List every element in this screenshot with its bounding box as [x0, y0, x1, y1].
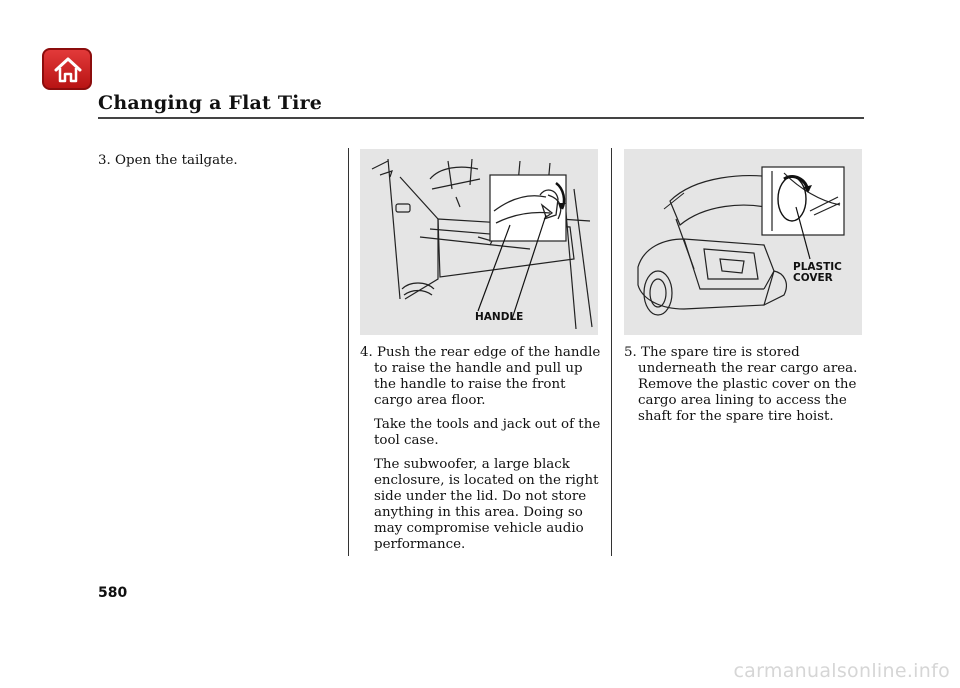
column-divider-right	[611, 148, 612, 556]
plastic-cover-figure	[624, 149, 862, 335]
plastic-cover-callout-line1: PLASTIC	[793, 261, 842, 273]
title-rule	[98, 117, 864, 119]
watermark: carmanualsonline.info	[733, 660, 950, 682]
page-number: 580	[98, 585, 128, 601]
cargo-handle-figure	[360, 149, 598, 335]
step-5-block	[624, 345, 868, 425]
step-5-text: 5. The spare tire is stored underneath the rear cargo area. Remove the plastic cover on the cargo area lining to access the shaft for the spare tire hoist.	[624, 345, 858, 424]
step-4-paragraph-2: The subwoofer, a large black enclosure, is located on the right side under the lid. Do not store anything in this area. Doing so may compromise vehicle audio performance.	[374, 457, 599, 552]
step-4-block	[360, 345, 604, 553]
handle-callout: HANDLE	[475, 311, 524, 323]
plastic-cover-callout-line2: COVER	[793, 272, 833, 284]
column-divider-left	[348, 148, 349, 556]
home-button[interactable]	[42, 48, 92, 90]
plastic-cover-callout	[793, 262, 842, 284]
vehicle-rear-illustration	[624, 149, 862, 335]
home-icon	[53, 55, 83, 85]
cargo-area-illustration	[360, 149, 598, 335]
step-4-text: 4. Push the rear edge of the handle to raise the handle and pull up the handle to raise the front cargo area floor.	[360, 345, 601, 408]
step-4-paragraph-1: Take the tools and jack out of the tool case.	[374, 417, 601, 448]
step-3-text: 3. Open the tailgate.	[98, 153, 238, 168]
page-title: Changing a Flat Tire	[98, 92, 323, 114]
